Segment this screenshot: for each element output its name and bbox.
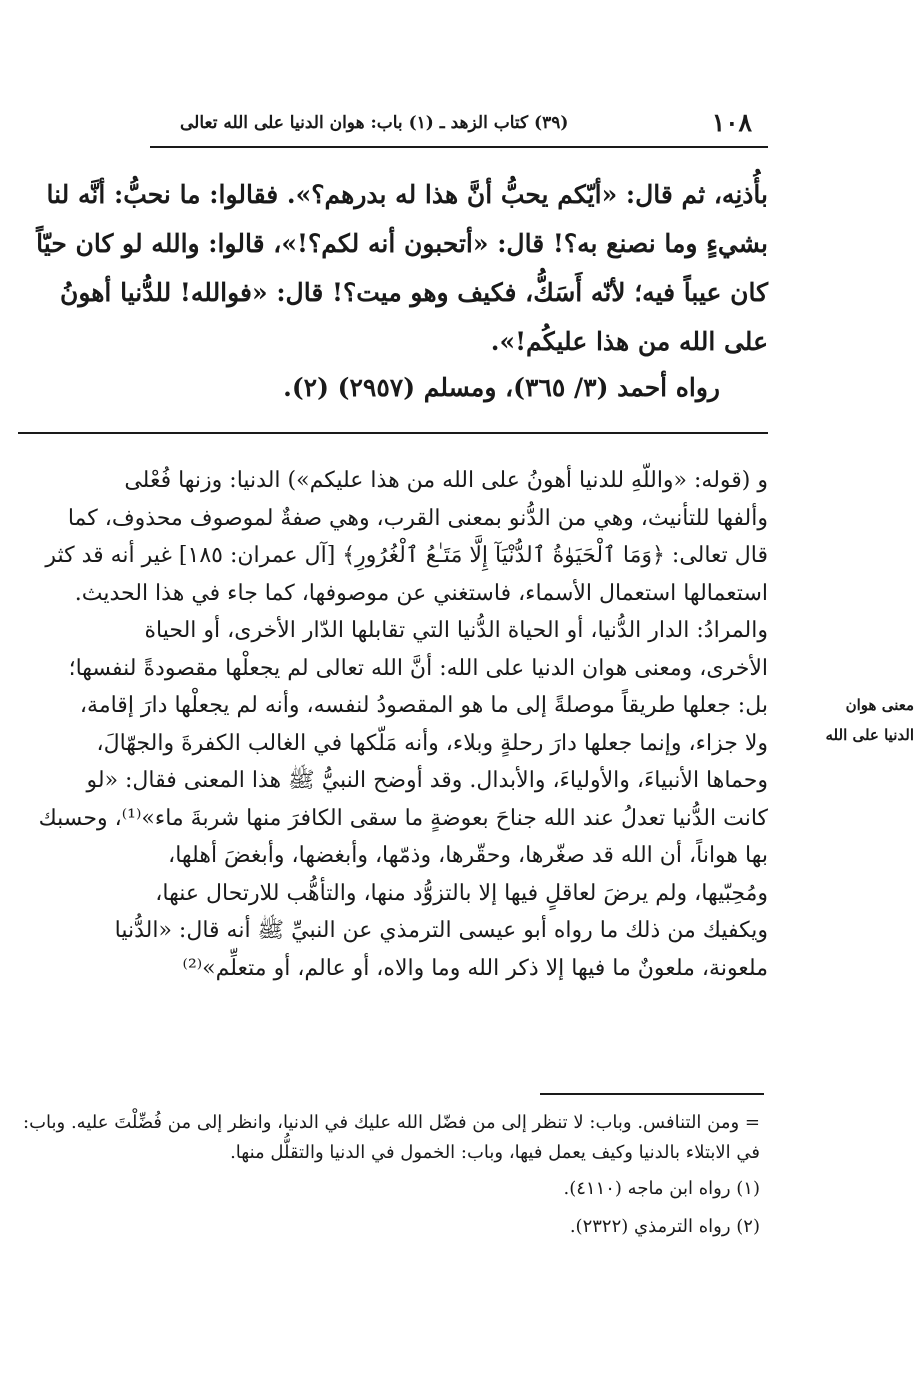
commentary-text	[18, 462, 768, 987]
commentary-line: كانت الدُّنيا تعدلُ عند الله جناحَ بعوضةٍ ما سقى الكافرَ منها شربةَ ماء»⁽¹⁾، وحسبك	[38, 805, 768, 831]
hadith-line: بشيءٍ وما نصنع به؟! قال: «أتحبون أنه لكم؟!»، قالوا: والله لو كان حيّاً	[36, 229, 768, 258]
hadith-line: على الله من هذا عليكُم!».	[490, 327, 768, 356]
margin-note-line: الدنيا على الله	[825, 726, 914, 744]
hadith-line: بأُذنِه، ثم قال: «أيّكم يحبُّ أنَّ هذا له بدرهم؟». فقالوا: ما نحبُّ: أنَّه لنا	[46, 180, 768, 209]
page-header	[150, 108, 760, 144]
commentary-line: وألفها للتأنيث، وهي من الدُّنو بمعنى القرب، وهي صفةٌ لموصوف محذوف، كما	[67, 505, 768, 531]
commentary-line: ويكفيك من ذلك ما رواه أبو عيسى الترمذي عن النبيِّ ﷺ أنه قال: «الدُّنيا	[114, 918, 768, 943]
hadith-source: رواه أحمد (٣/ ٣٦٥)، ومسلم (٢٩٥٧) (٢).	[283, 373, 720, 402]
commentary-line: ولا جزاء، وإنما جعلها دارَ رحلةٍ وبلاء، وأنه مَلّكها في الغالب الكفرةَ والجهّالَ،	[96, 730, 768, 756]
hadith-text	[18, 170, 768, 366]
commentary-line: وحماها الأنبياءَ، والأولياءَ، والأبدال. وقد أوضح النبيُّ ﷺ هذا المعنى فقال: «لو	[86, 768, 768, 793]
commentary-line: قال تعالى: ﴿وَمَا ٱلْحَيَوٰةُ ٱلدُّنْيَآ إِلَّا مَتَـٰعُ ٱلْغُرُورِ﴾ [آل عمران: ١٨٥] غير أنه قد كثر	[45, 543, 768, 568]
footnote-divider	[540, 1093, 764, 1095]
margin-note	[774, 690, 914, 750]
margin-note-line: معنى هوان	[845, 696, 914, 714]
page-number: ١٠٨	[711, 108, 752, 137]
commentary-line: بها هواناً، أن الله قد صغّرها، وحقّرها، وذمّها، وأبغضها، وأبغضَ أهلها،	[168, 843, 768, 868]
commentary-line: بل: جعلها طريقاً موصلةً إلى ما هو المقصودُ لنفسه، وأنه لم يجعلْها دارَ إقامة،	[79, 693, 768, 718]
commentary-line: استعمالها استعمال الأسماء، فاستغني عن موصوفها، كما جاء في هذا الحديث.	[74, 580, 768, 606]
commentary-line: و (قوله: «واللّهِ للدنيا أهونُ على الله من هذا عليكم») الدنيا: وزنها فُعْلى	[124, 468, 768, 493]
footnote-1: (١) رواه ابن ماجه (٤١١٠).	[563, 1178, 760, 1199]
header-divider	[150, 146, 768, 148]
commentary-line: ملعونة، ملعونٌ ما فيها إلا ذكر الله وما والاه، أو عالم، أو متعلِّم»⁽²⁾	[182, 955, 768, 981]
commentary-line: الأخرى، ومعنى هوان الدنيا على الله: أنَّ الله تعالى لم يجعلْها مقصودةً لنفسها؛	[68, 655, 768, 681]
footnote-continuation: = ومن التنافس. وباب: لا تنظر إلى من فضّل الله عليك في الدنيا، وانظر إلى من فُضِّلْتَ عليه. وباب: في الابتلاء بالدنيا وكيف يعمل فيها، وباب: الخمول في الدنيا والتقلُّل منها.	[23, 1112, 760, 1163]
commentary-line: والمرادُ: الدار الدُّنيا، أو الحياة الدُّنيا التي تقابلها الدّار الأخرى، أو الحياة	[144, 618, 768, 643]
commentary-line: ومُحِبّيها، ولم يرضَ لعاقلٍ فيها إلا بالتزوُّد منها، والتأهُّب للارتحال عنها،	[155, 880, 768, 906]
running-title: (٣٩) كتاب الزهد ـ (١) باب: هوان الدنيا على الله تعالى	[180, 113, 569, 133]
footnote-2: (٢) رواه الترمذي (٢٣٢٢).	[569, 1216, 760, 1237]
section-divider	[18, 432, 768, 434]
hadith-line: كان عيباً فيه؛ لأنّه أَسَكُّ، فكيف وهو ميت؟! قال: «فوالله! للدُّنيا أهونُ	[59, 278, 768, 307]
footnotes	[18, 1108, 760, 1244]
